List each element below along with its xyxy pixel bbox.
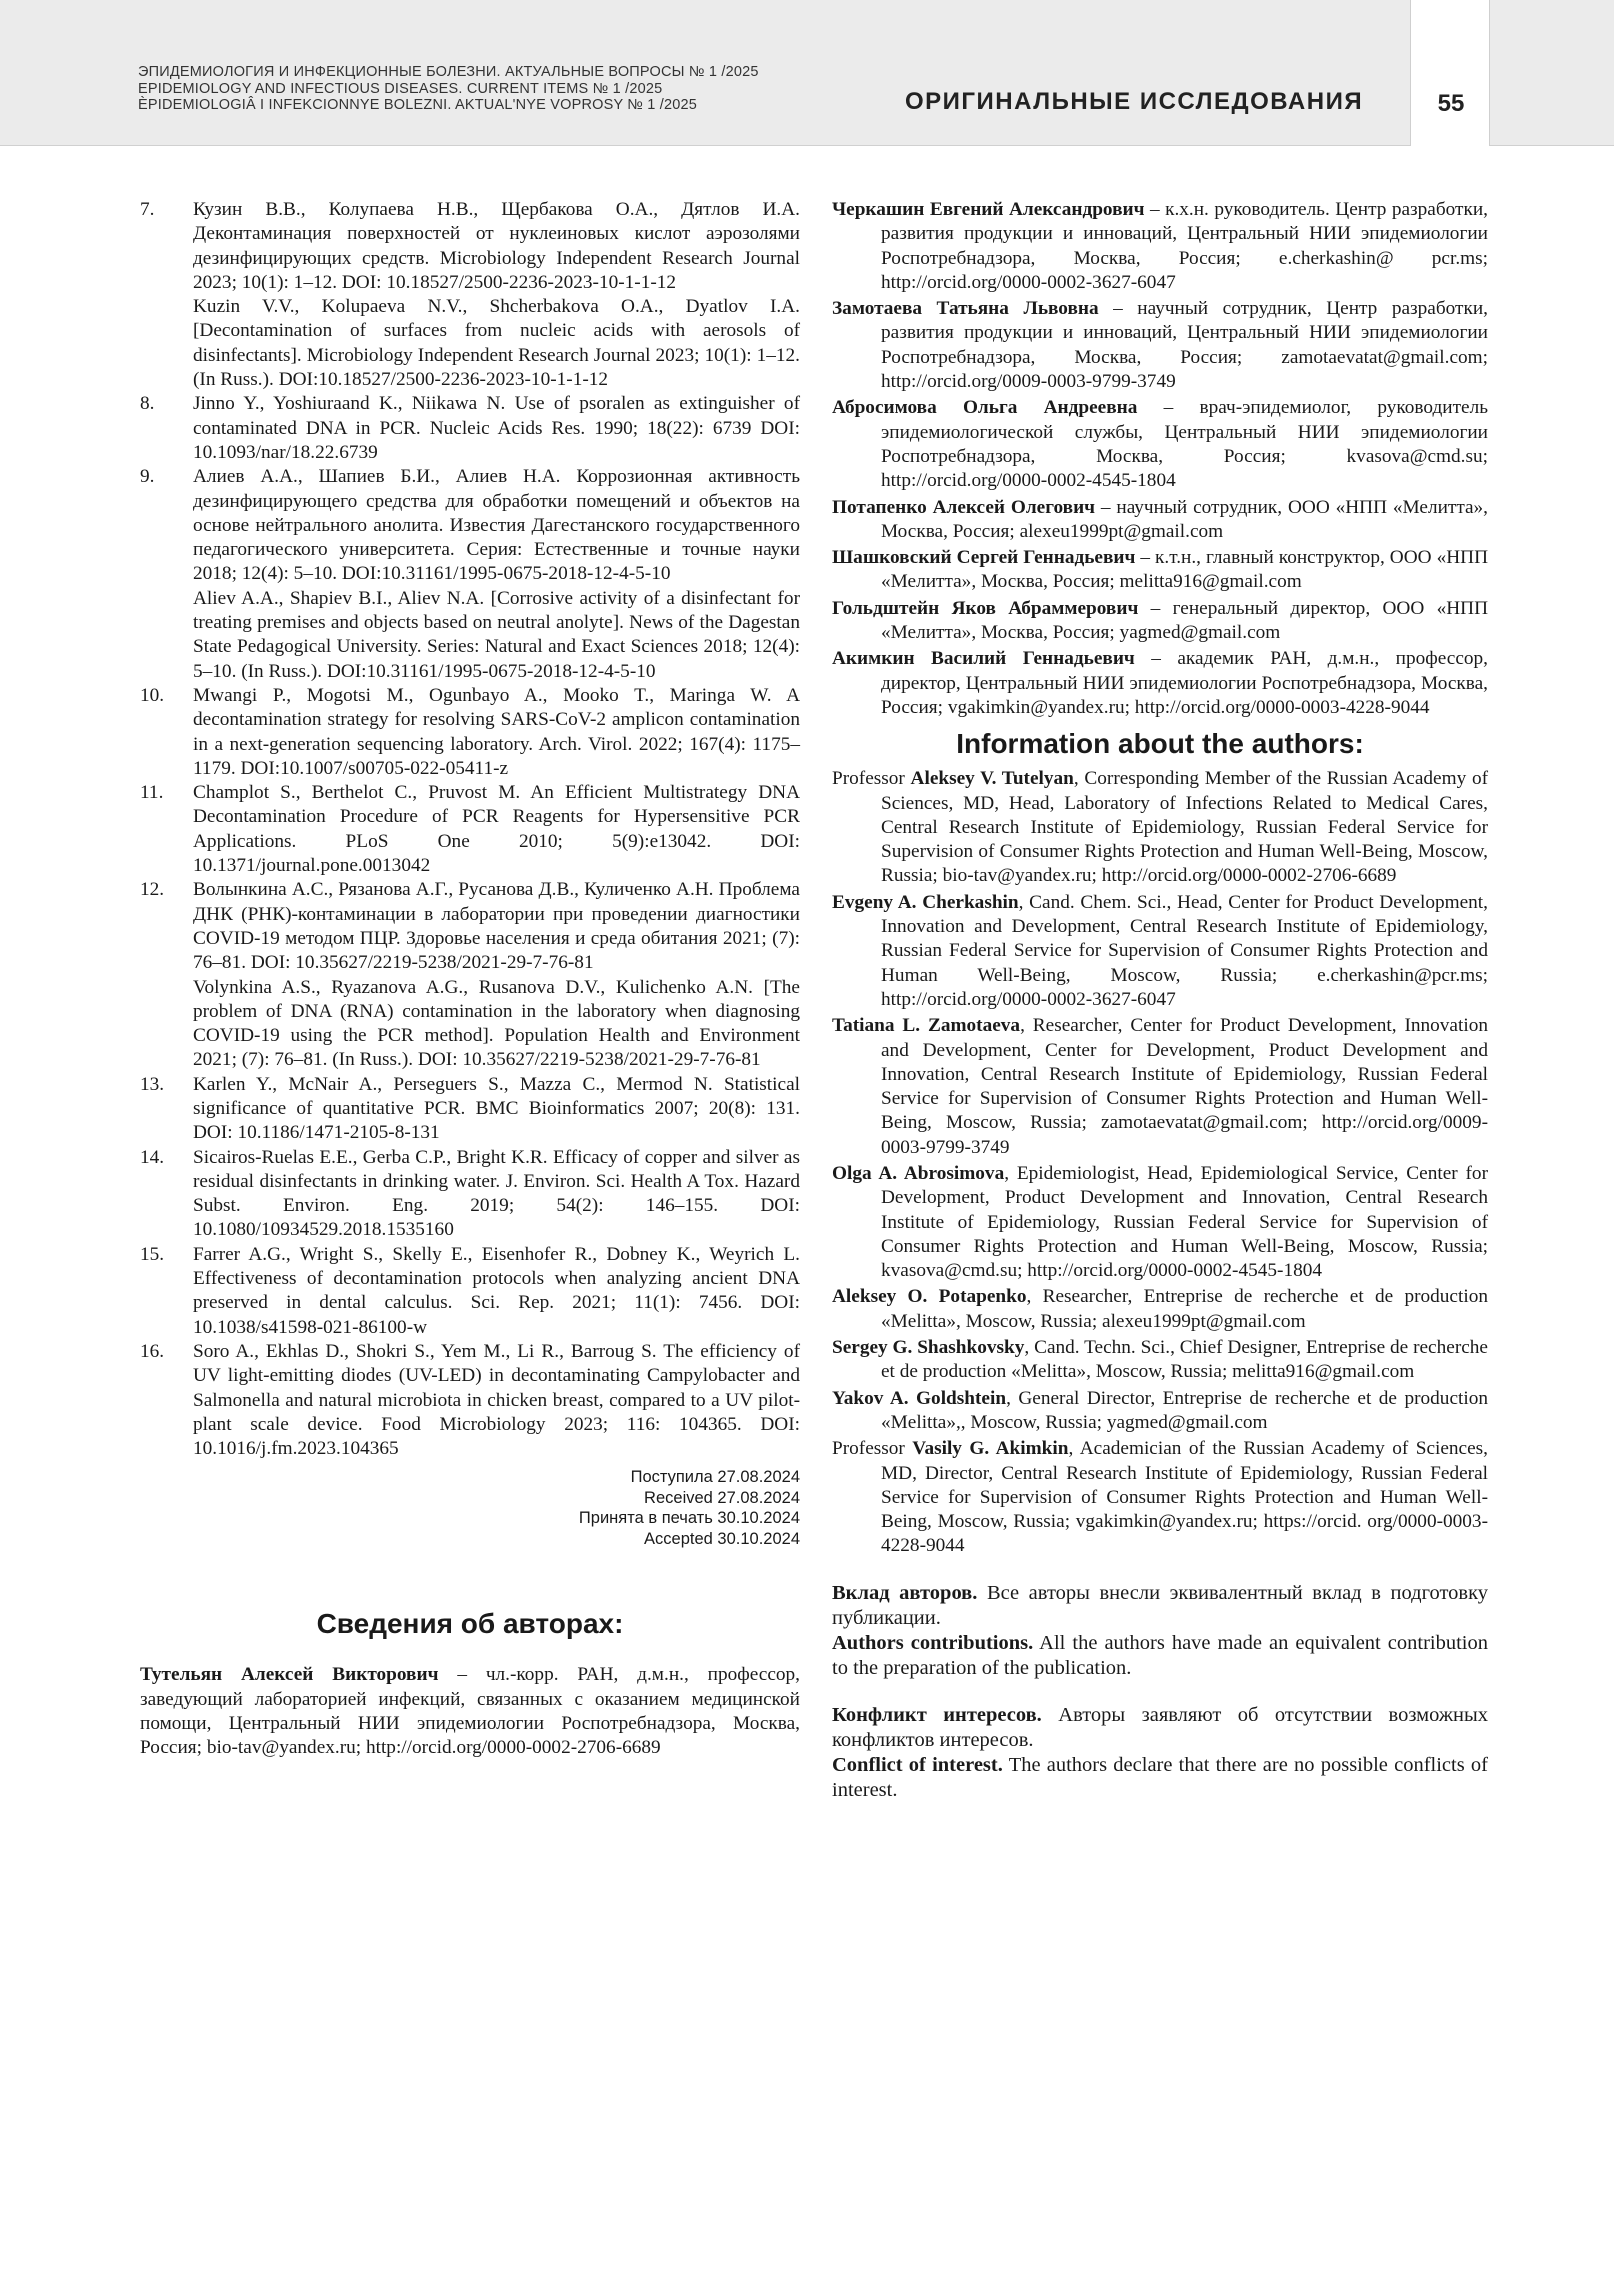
- reference-text: Farrer A.G., Wright S., Skelly E., Eisenhofer R., Dobney K., Weyrich L. Effectiveness of decontamination protocols when analyzing ancient DNA preserved in dental calculus. Sci. Rep. 2021; 11(1): 7456. DOI: 10.1038/s41598-021-86100-w: [193, 1243, 800, 1338]
- author-en-name: Evgeny A. Cherkashin: [832, 891, 1019, 913]
- reference-item: [140, 465, 800, 684]
- author-ru-details: – к.т.н., главный конструктор, ООО «НПП «Мелитта», Москва, Россия; melitta916@gmail.com: [881, 547, 1488, 593]
- author-ru-details: – к.х.н. руководитель. Центр разработки, развития продукции и инноваций, Центральный НИИ эпидемиологии Роспотребнадзора, Москва, Россия; e.cherkashin@ pcr.ms; http://orcid.org/0000-0002-3627-6047: [881, 199, 1488, 293]
- reference-text: Кузин В.В., Колупаева Н.В., Щербакова О.А., Дятлов И.А. Деконтаминация поверхностей от нуклеиновых кислот аэрозолями дезинфицирующих средств. Microbiology Independent Research Journal 2023; 10(1): 1–12. DOI: 10.18527/2500-2236-2023-10-1-1-12: [193, 199, 800, 293]
- reference-item: [140, 392, 800, 465]
- journal-title-block: [138, 64, 759, 114]
- author-en-prefix: Professor: [832, 1438, 913, 1460]
- conflict-en-label: Conflict of interest.: [832, 1753, 1003, 1776]
- reference-number: 16.: [140, 1340, 165, 1362]
- date-accepted-ru: Принята в печать 30.10.2024: [578, 1509, 800, 1528]
- contributions-ru-label: Вклад авторов.: [832, 1581, 978, 1604]
- author-en-entry: [832, 891, 1488, 1012]
- author-ru-details: – научный сотрудник, Центр разработки, развития продукции и инноваций, Центральный НИИ эпидемиологии Роспотребнадзора, Москва, Россия; zamotaevatat@gmail.com; http://orcid.org/0009-0003-9799-3749: [881, 298, 1488, 393]
- reference-text: Волынкина А.С., Рязанова А.Г., Русанова Д.В., Куличенко А.Н. Проблема ДНК (РНК)-контаминации в лаборатории при проведении диагностики COVID-19 методом ПЦР. Здоровье населения и среда обитания 2021; (7): 76–81. DOI: 10.35627/2219-5238/2021-29-7-76-81: [193, 879, 800, 974]
- author-en-details: , Researcher, Entreprise de recherche et de production «Melitta», Moscow, Russia; alexeu1999pt@gmail.com: [881, 1286, 1488, 1332]
- author-ru-details: – научный сотрудник, ООО «НПП «Мелитта», Москва, Россия; alexeu1999pt@gmail.com: [881, 496, 1488, 542]
- left-column: [140, 198, 800, 1763]
- author-ru-name: Замотаева Татьяна Львовна: [832, 298, 1099, 320]
- authors-en-heading: Information about the authors:: [956, 728, 1364, 760]
- conflict-ru: [832, 1703, 1488, 1753]
- reference-translation: Volynkina A.S., Ryazanova A.G., Rusanova D.V., Kulichenko A.N. [The problem of DNA (RNA) contamination in the laboratory when diagnosing COVID-19 using the PCR method]. Population Health and Environment 2021; (7): 76–81. (In Russ.). DOI: 10.35627/2219-5238/2021-29-7-76-81: [193, 976, 800, 1071]
- conflict-block: [832, 1703, 1488, 1803]
- author-en-details: , Cand. Chem. Sci., Head, Center for Product Development, Innovation and Development, Central Research Institute of Epidemiology, Russian Federal Service for Supervision of Consumer Rights Protection and Human Well-Being, Moscow, Russia; e.cherkashin@pcr.ms; http://orcid.org/0000-0002-3627-6047: [881, 891, 1488, 1010]
- author-en-prefix: Professor: [832, 768, 911, 790]
- reference-number: 7.: [140, 199, 155, 220]
- author-en-details: , Epidemiologist, Head, Epidemiological Service, Center for Development, Product Development and Innovation, Central Research Institute of Epidemiology, Russian Federal Service for Supervision of Consumer Rights Protection and Human Well-Being, Moscow, Russia; kvasova@cmd.su; http://orcid.org/0000-0002-4545-1804: [881, 1162, 1488, 1282]
- author-ru-entry: [832, 297, 1488, 394]
- author-ru-name: Черкашин Евгений Александрович: [832, 199, 1145, 220]
- reference-number: 15.: [140, 1243, 165, 1265]
- reference-text: Mwangi P., Mogotsi M., Ogunbayo A., Mooko T., Maringa W. A decontamination strategy for resolving SARS-CoV-2 amplicon contamination in a next-generation sequencing laboratory. Arch. Virol. 2022; 167(4): 1175–1179. DOI:10.1007/s00705-022-05411-z: [193, 684, 800, 779]
- date-accepted-en: Accepted 30.10.2024: [644, 1529, 800, 1548]
- author-ru-details: – чл.-корр. РАН, д.м.н., профессор, заведующий лабораторией инфекций, связанных с оказанием медицинской помощи, Центральный НИИ эпидемиологии Роспотребнадзора, Москва, Россия; bio-tav@yandex.ru; http://orcid.org/0000-0002-2706-6689: [140, 1664, 800, 1759]
- author-ru-name: Акимкин Василий Геннадьевич: [832, 648, 1135, 670]
- reference-number: 9.: [140, 466, 155, 488]
- reference-item: [140, 684, 800, 781]
- reference-number: 8.: [140, 393, 155, 415]
- conflict-ru-text: Авторы заявляют об отсутствии возможных конфликтов интересов.: [832, 1703, 1489, 1751]
- author-en-details: , General Director, Entreprise de recherche et de production «Melitta»,, Moscow, Russia; yagmed@gmail.com: [881, 1387, 1488, 1433]
- reference-item: [140, 1340, 800, 1461]
- author-ru-name: Тутельян Алексей Викторович: [140, 1664, 439, 1686]
- reference-number: 13.: [140, 1073, 165, 1095]
- reference-number: 12.: [140, 879, 165, 901]
- author-en-name: Yakov A. Goldshtein: [832, 1387, 1007, 1409]
- author-ru-name: Шашковский Сергей Геннадьевич: [832, 547, 1136, 569]
- section-title: ОРИГИНАЛЬНЫЕ ИССЛЕДОВАНИЯ: [905, 88, 1364, 115]
- reference-item: [140, 1243, 800, 1340]
- author-en-name: Vasily G. Akimkin: [912, 1438, 1069, 1460]
- reference-translation: Aliev A.A., Shapiev B.I., Aliev N.A. [Corrosive activity of a disinfectant for treating premises and objects based on neutral anolyte]. News of the Dagestan State Pedagogical University. Series: Natural and Exact Sciences 2018; 12(4): 5–10. (In Russ.). DOI:10.31161/1995-0675-2018-12-4-5-10: [193, 587, 800, 682]
- reference-text: Karlen Y., McNair A., Perseguers S., Mazza C., Mermod N. Statistical significance of quantitative PCR. BMC Bioinformatics 2007; 20(8): 131. DOI: 10.1186/1471-2105-8-131: [193, 1073, 800, 1144]
- reference-item: [140, 1073, 800, 1146]
- author-en-details: , Academician of the Russian Academy of Sciences, MD, Director, Central Research Institute of Epidemiology, Russian Federal Service for Supervision of Consumer Rights Protection and Human Well-Being, Moscow, Russia; vgakimkin@yandex.ru; https://orcid. org/0000-0003-4228-9044: [881, 1438, 1488, 1557]
- author-ru-name: Гольдштейн Яков Абраммерович: [832, 597, 1139, 619]
- author-en-entry: [832, 1014, 1488, 1160]
- author-en-name: Tatiana L. Zamotaeva: [832, 1015, 1021, 1037]
- page-number: 55: [1437, 90, 1465, 117]
- authors-ru-heading: Сведения об авторах:: [316, 1608, 624, 1640]
- reference-item: [140, 198, 800, 392]
- reference-item: [140, 781, 800, 878]
- authors-ru-list-left: [140, 1663, 800, 1760]
- author-en-entry: [832, 1336, 1488, 1385]
- author-en-details: , Corresponding Member of the Russian Academy of Sciences, MD, Head, Laboratory of Infections Related to Medical Cares, Central Research Institute of Epidemiology, Russian Federal Service for Supervision of Consumer Rights Protection and Human Well-Being, Moscow, Russia; bio-tav@yandex.ru; http://orcid.org/0000-0002-2706-6689: [881, 768, 1489, 887]
- author-en-entry: [832, 1437, 1488, 1558]
- author-ru-entry: [832, 546, 1488, 595]
- author-ru-entry: [140, 1663, 800, 1760]
- contributions-block: [832, 1581, 1488, 1681]
- conflict-en-text: The authors declare that there are no possible conflicts of interest.: [832, 1753, 1488, 1801]
- author-ru-name: Потапенко Алексей Олегович: [832, 496, 1096, 518]
- author-en-name: Sergey G. Shashkovsky: [832, 1337, 1025, 1359]
- author-en-name: Olga A. Abrosimova: [832, 1162, 1005, 1184]
- reference-item: [140, 878, 800, 1072]
- conflict-ru-label: Конфликт интересов.: [832, 1703, 1042, 1726]
- reference-translation: Kuzin V.V., Kolupaeva N.V., Shcherbakova O.A., Dyatlov I.A. [Decontamination of surfaces from nucleic acids with aerosols of disinfectants]. Microbiology Independent Research Journal 2023; 10(1): 1–12. (In Russ.). DOI:10.18527/2500-2236-2023-10-1-1-12: [193, 296, 800, 391]
- journal-title-translit: ÈPIDEMIOLOGIÂ I INFEKCIONNYE BOLEZNI. AKTUAL'NYE VOPROSY № 1 /2025: [138, 97, 698, 113]
- contributions-ru: [832, 1581, 1488, 1631]
- contributions-ru-text: Все авторы внесли эквивалентный вклад в подготовку публикации.: [832, 1581, 1488, 1629]
- date-received-ru: Поступила 27.08.2024: [630, 1468, 800, 1487]
- author-en-name: Aleksey V. Tutelyan: [910, 768, 1074, 790]
- author-ru-name: Абросимова Ольга Андреевна: [832, 397, 1138, 419]
- date-received-en: Received 27.08.2024: [644, 1488, 800, 1507]
- contributions-en-text: All the authors have made an equivalent contribution to the preparation of the publication.: [832, 1631, 1488, 1679]
- author-ru-entry: [832, 396, 1488, 493]
- author-en-entry: [832, 767, 1488, 888]
- author-ru-entry: [832, 647, 1488, 720]
- author-ru-entry: [832, 496, 1488, 545]
- contributions-en-label: Authors contributions.: [832, 1631, 1034, 1654]
- reference-number: 10.: [140, 684, 165, 706]
- author-en-entry: [832, 1285, 1488, 1334]
- authors-ru-list-right: [832, 198, 1488, 720]
- authors-en-list: [832, 767, 1488, 1559]
- article-dates: [140, 1467, 800, 1549]
- reference-list: [140, 198, 800, 1461]
- conflict-en: [832, 1753, 1488, 1803]
- author-en-name: Aleksey O. Potapenko: [832, 1286, 1027, 1308]
- reference-text: Алиев А.А., Шапиев Б.И., Алиев Н.А. Коррозионная активность дезинфицирующего средства для обработки помещений и объектов на основе нейтрального анолита. Известия Дагестанского государственного педагогического университета. Серия: Естественные и точные науки 2018; 12(4): 5–10. DOI:10.31161/1995-0675-2018-12-4-5-10: [193, 466, 800, 585]
- reference-text: Sicairos-Ruelas E.E., Gerba C.P., Bright K.R. Efficacy of copper and silver as residual disinfectants in drinking water. J. Environ. Sci. Health A Tox. Hazard Subst. Environ. Eng. 2019; 54(2): 146–155. DOI: 10.1080/10934529.2018.1535160: [193, 1146, 800, 1241]
- author-en-details: , Researcher, Center for Product Development, Innovation and Development, Center for Development, Product Development and Innovation, Central Research Institute of Epidemiology, Russian Federal Service for Supervision of Consumer Rights Protection and Human Well-Being, Moscow, Russia; zamotaevatat@gmail.com; http://orcid.org/0009-0003-9799-3749: [881, 1015, 1488, 1158]
- contributions-en: [832, 1631, 1488, 1681]
- author-ru-entry: [832, 597, 1488, 646]
- right-column: [832, 198, 1488, 1803]
- author-ru-details: – врач-эпидемиолог, руководитель эпидемиологической службы, Центральный НИИ эпидемиологии Роспотребнадзора, Москва, Россия; kvasova@cmd.su; http://orcid.org/0000-0002-4545-1804: [881, 397, 1488, 492]
- reference-item: [140, 1146, 800, 1243]
- author-en-entry: [832, 1387, 1488, 1436]
- author-ru-details: – генеральный директор, ООО «НПП «Мелитта», Москва, Россия; yagmed@gmail.com: [881, 597, 1488, 644]
- reference-text: Jinno Y., Yoshiuraand K., Niikawa N. Use of psoralen as extinguisher of contaminated DNA in PCR. Nucleic Acids Res. 1990; 18(22): 6739 DOI: 10.1093/nar/18.22.6739: [193, 393, 800, 463]
- journal-title-ru: ЭПИДЕМИОЛОГИЯ И ИНФЕКЦИОННЫЕ БОЛЕЗНИ. АКТУАЛЬНЫЕ ВОПРОСЫ № 1 /2025: [138, 64, 759, 80]
- author-ru-details: – академик РАН, д.м.н., профессор, директор, Центральный НИИ эпидемиологии Роспотребнадзора, Москва, Россия; vgakimkin@yandex.ru; http://orcid.org/0000-0003-4228-9044: [881, 648, 1488, 718]
- author-en-details: , Cand. Techn. Sci., Chief Designer, Entreprise de recherche et de production «Melitta», Moscow, Russia; melitta916@gmail.com: [881, 1337, 1488, 1383]
- reference-number: 11.: [140, 782, 164, 804]
- author-en-entry: [832, 1162, 1488, 1283]
- reference-number: 14.: [140, 1146, 165, 1168]
- page-header: [0, 0, 1614, 146]
- reference-text: Champlot S., Berthelot C., Pruvost M. An Efficient Multistrategy DNA Decontamination Procedure of PCR Reagents for Hypersensitive PCR Applications. PLoS One 2010; 5(9):e13042. DOI: 10.1371/journal.pone.0013042: [193, 782, 800, 877]
- journal-title-en: EPIDEMIOLOGY AND INFECTIOUS DISEASES. CURRENT ITEMS № 1 /2025: [138, 80, 663, 97]
- page-number-box: [1410, 0, 1490, 146]
- author-ru-entry: [832, 198, 1488, 295]
- reference-text: Soro A., Ekhlas D., Shokri S., Yem M., Li R., Barroug S. The efficiency of UV light-emitting diodes (UV-LED) in decontaminating Campylobacter and Salmonella and natural microbiota in chicken breast, compared to a UV pilot-plant scale device. Food Microbiology 2023; 116: 104365. DOI: 10.1016/j.fm.2023.104365: [193, 1340, 800, 1460]
